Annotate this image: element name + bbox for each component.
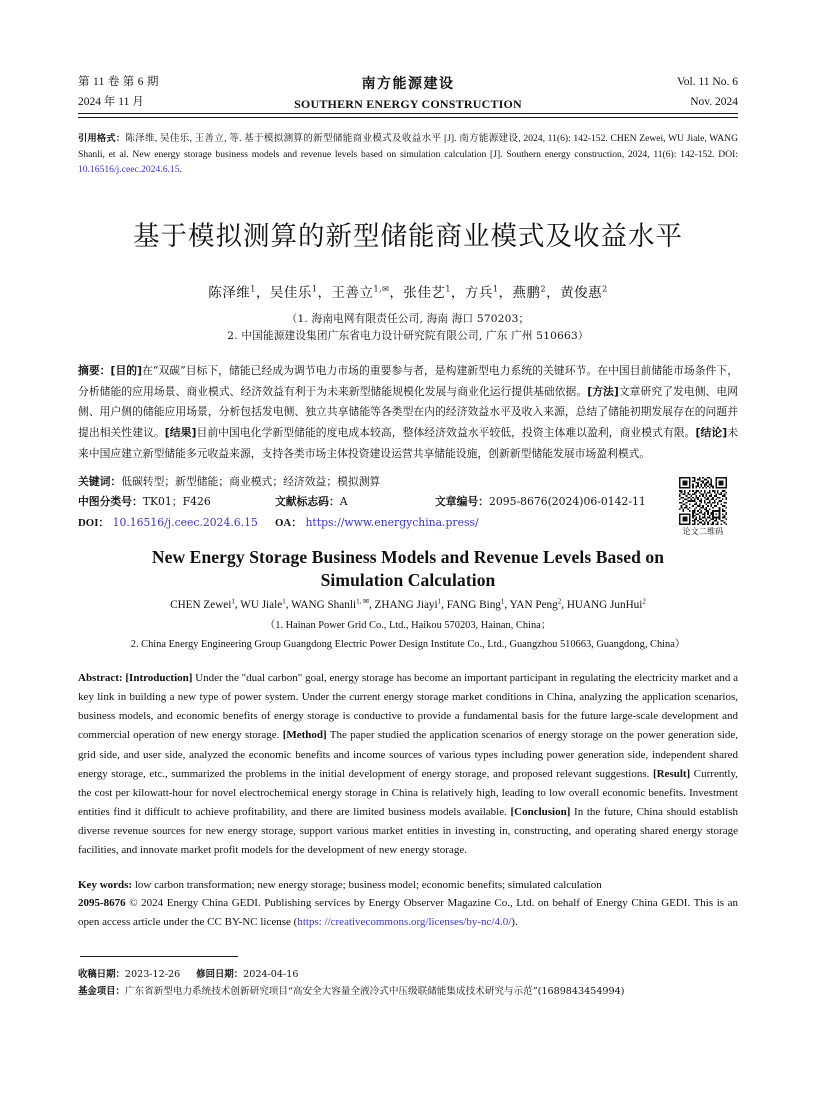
author-affil-marker: 2 — [557, 597, 562, 605]
author-item — [375, 599, 442, 611]
doi-field — [78, 515, 258, 530]
affiliation-zh-1: （1. 海南电网有限责任公司, 海南 海口 570203； — [286, 313, 530, 325]
author-affil-marker: 1 — [250, 284, 256, 294]
page-title-en — [118, 546, 698, 593]
qr-code-caption: 论文二维码 — [682, 527, 724, 536]
author-name: CHEN Zewei — [170, 598, 232, 611]
oa-link[interactable]: https://www.energychina.press/ — [305, 516, 479, 529]
copyright-text: © 2024 Energy China GEDI. Publishing services by Energy Observer Magazine Co., Ltd. on behalf of Energy China GEDI. This is an open access article under the CC BY-NC license ( — [78, 897, 738, 928]
author-item — [560, 285, 608, 301]
doi-link[interactable]: 10.16516/j.ceec.2024.6.15 — [112, 516, 258, 529]
keywords-zh — [78, 472, 678, 493]
article-number-field — [435, 494, 646, 509]
author-list-zh: 陈泽维$^1$，吴佳乐$^1$，王善立$^{1,✉}$，张佳艺$^1$，方兵$^1$，燕鹏$^2$，黄俊惠$^2$ — [208, 284, 608, 301]
author-affil-marker: 1 — [437, 597, 442, 605]
author-list-en: CHEN Zewei$^1$, WU Jiale$^1$, WANG Shanli$^{1, ✉}$, ZHANG Jiayi$^1$, FANG Bing$^1$, YAN Peng$^2$, HUANG JunHui$^2$ — [170, 597, 646, 611]
author-affil-marker: 1 — [231, 597, 235, 605]
journal-title-zh: 南方能源建设 — [361, 76, 455, 92]
abstract-text-method: 文章研究了发电侧、电网侧、用户侧的储能应用场景，分析包括发电侧、独立共享储能等各类型在内的经济效益水平及收入来源，总结了储能初期发展存在的问题并提出相关性建议。 — [78, 384, 738, 440]
funding-value: 广东省新型电力系统技术创新研究项目“高安全大容量全液冷式中压级联储能集成技术研究与示范”(1689843454994) — [124, 986, 625, 997]
author-item — [403, 285, 451, 301]
citation-doi-link[interactable]: 10.16516/j.ceec.2024.6.15 — [78, 164, 180, 176]
author-affil-marker: 2 — [642, 597, 646, 605]
keywords-value-zh: 低碳转型；新型储能；商业模式；经济效益；模拟测算 — [121, 475, 381, 488]
abstract-text-purpose: 在“双碳”目标下，储能已经成为调节电力市场的重要参与者，是构建新型电力系统的关键环节。在中国目前储能市场条件下，分析储能的应用场景、商业模式、经济效益有利于为未来新型储能规模化发展与商业化运行提供基础依据。 — [78, 364, 738, 398]
keywords-en — [78, 876, 738, 895]
abstract-tag-method-en: [Method] — [282, 729, 327, 742]
author-name: 陈泽维 — [208, 285, 251, 301]
author-item — [447, 599, 505, 611]
abstract-text-result: 目前中国电化学新型储能的度电成本较高，整体经济效益水平较低，投资主体难以盈利，商业模式有限。 — [196, 426, 696, 440]
author-affil-marker: 1 — [282, 597, 286, 605]
author-affil-marker: 1 — [500, 597, 505, 605]
abstract-text-introduction: Under the "dual carbon" goal, energy storage has become an important participant in regulating the electricity market and a key link in building a new type of power system. Under the current energy storage market conditions in China, analyzing the application scenarios, business models, and economic benefits of energy storage is conductive to provide a fundamental basis for the future large-scale development and commercial operation of new energy storage. — [78, 672, 738, 742]
qr-code-icon — [679, 477, 727, 525]
affiliation-en-2: 2. China Energy Engineering Group Guangdong Electric Power Design Institute Co., Ltd., Guangzhou 510663, Guangdong, China） — [130, 639, 686, 650]
affiliation-en-1: （1. Hainan Power Grid Co., Ltd., Haikou 570203, Hainan, China； — [264, 620, 552, 631]
author-name: 王善立 — [331, 285, 374, 301]
page-title-zh: 基于模拟测算的新型储能商业模式及收益水平 — [133, 221, 683, 252]
running-head-right — [677, 74, 738, 110]
header-double-rule — [78, 113, 738, 118]
received-date-value: 2023-12-26 — [124, 969, 181, 980]
author-item — [270, 285, 318, 301]
author-name: 张佳艺 — [403, 285, 446, 301]
affiliation-zh-2: 2. 中国能源建设集团广东省电力设计研究院有限公司, 广东 广州 510663） — [227, 330, 589, 342]
page-title-en-line2: Simulation Calculation — [320, 570, 496, 591]
issue-date-en: Nov. 2024 — [690, 95, 738, 108]
clc-field — [78, 494, 211, 509]
abstract-text-conclusion-en: In the future, China should establish diverse revenue sources for new energy storage, support various market entities in investing in, constructing, and operating shared energy storage facilities, and innovate market profit models for the development of new energy storage. — [78, 805, 738, 857]
article-number-label: 文章编号： — [435, 495, 489, 508]
author-affil-marker: 1 — [492, 284, 499, 294]
abstract-label-zh: 摘要： — [78, 364, 111, 377]
oa-label: OA： — [275, 517, 302, 529]
page-title-en-line1: New Energy Storage Business Models and Revenue Levels Based on — [151, 547, 665, 567]
article-number-value: 2095-8676(2024)06-0142-11 — [488, 495, 646, 508]
author-affil-marker: 1 — [311, 284, 318, 294]
running-head-center — [78, 74, 738, 114]
abstract-tag-conclusion-en: [Conclusion] — [510, 805, 571, 818]
journal-title-en: SOUTHERN ENERGY CONSTRUCTION — [294, 97, 522, 112]
abstract-zh — [78, 361, 738, 465]
abstract-text-result-en: Currently, the cost per kilowatt-hour for novel electrochemical energy storage in China is relatively high, leading to low overall economic benefits. Investment entities find it difficult to achieve profitability, and there are limited business models available. — [78, 767, 738, 818]
author-item — [208, 285, 256, 301]
author-item — [465, 285, 499, 301]
license-link[interactable]: https: //creativecommons.org/licenses/by-nc/4.0/ — [297, 915, 512, 928]
clc-value: TK01；F426 — [142, 495, 211, 508]
running-head — [78, 74, 738, 114]
citation-block — [78, 131, 738, 178]
author-affil-marker: 2 — [602, 284, 608, 294]
author-name: FANG Bing — [446, 598, 501, 611]
funding-label: 基金项目： — [78, 986, 125, 997]
footnote-funding — [78, 984, 738, 999]
author-item — [331, 285, 389, 301]
abstract-tag-purpose: [目的] — [110, 364, 143, 377]
copyright-text-tail: ). — [511, 915, 518, 928]
author-name: 吴佳乐 — [269, 285, 312, 301]
author-name: 方兵 — [464, 285, 493, 301]
citation-text-tail: . — [179, 164, 182, 176]
clc-label: 中图分类号： — [78, 495, 143, 508]
author-name: WANG Shanli — [291, 598, 357, 611]
volume-issue: 第 11 卷 第 6 期 — [78, 76, 159, 88]
author-name: 燕鹏 — [512, 285, 541, 301]
issue-date-zh: 2024 年 11 月 — [78, 95, 144, 108]
issn-value: 2095-8676 — [78, 897, 126, 909]
abstract-tag-result-en: [Result] — [652, 767, 691, 780]
author-item — [567, 599, 646, 611]
author-item — [513, 285, 547, 301]
abstract-tag-conclusion: [结论] — [695, 426, 728, 440]
citation-text: 陈泽维, 吴佳乐, 王善立, 等. 基于模拟测算的新型储能商业模式及收益水平 [J]. 南方能源建设, 2024, 11(6): 142-152. CHEN Zewei, WU Jiale, WANG Shanli, et al. New energy storage business models and revenue levels based on simulation calculation [J]. Southern energy construction, 2024, 11(6): 142-152. DOI: — [78, 133, 738, 160]
copyright-block — [78, 894, 738, 932]
author-item — [240, 599, 285, 611]
revised-date-label: 修回日期： — [196, 969, 244, 980]
author-name: HUANG JunHui — [566, 598, 643, 611]
author-name: YAN Peng — [509, 598, 558, 611]
abstract-tag-result: [结果] — [164, 426, 197, 440]
author-name: ZHANG Jiayi — [374, 598, 438, 611]
document-code-label: 文献标志码： — [275, 495, 340, 508]
author-affil-marker: 1 — [445, 284, 451, 294]
oa-field — [275, 515, 479, 530]
volume-issue-en: Vol. 11 No. 6 — [676, 76, 738, 88]
paper-qr-code[interactable] — [672, 477, 734, 537]
footnote-dates — [78, 967, 738, 982]
abstract-en — [78, 669, 738, 860]
keywords-label-en: Key words: — [78, 879, 133, 891]
author-item — [170, 599, 235, 611]
author-name: 黄俊惠 — [560, 285, 603, 301]
author-item — [291, 599, 369, 611]
author-affil-marker: 2 — [540, 284, 547, 294]
abstract-text-conclusion: 未来中国应建立新型储能多元收益来源，支持各类市场主体投资建设运营共享储能设施，创新新型储能发展市场盈利模式。 — [78, 426, 739, 460]
author-affil-marker: 1, ✉ — [356, 597, 369, 605]
revised-date-value: 2024-04-16 — [243, 969, 299, 980]
keywords-value-en: low carbon transformation; new energy storage; business model; economic benefits; simulated calculation — [132, 879, 602, 891]
received-date-label: 收稿日期： — [78, 969, 125, 980]
author-name: WU Jiale — [240, 598, 283, 611]
abstract-tag-introduction: [Introduction] — [125, 672, 193, 684]
keywords-label-zh: 关键词： — [78, 475, 122, 488]
abstract-label-en: Abstract: — [78, 672, 123, 684]
footnote-rule — [80, 956, 238, 957]
document-code-field — [275, 494, 348, 509]
author-affil-marker: 1,✉ — [373, 284, 390, 294]
document-code-value: A — [339, 495, 348, 508]
author-item — [510, 599, 562, 611]
abstract-tag-method: [方法] — [587, 384, 619, 398]
citation-label: 引用格式： — [78, 133, 126, 144]
doi-label: DOI： — [78, 517, 110, 529]
abstract-text-method-en: The paper studied the application scenarios of energy storage on the power generation side, grid side, and user side, analyzed the economic benefits and income sources of various types including power generation side, independent shared energy storage, etc., summarized the problems in the initial development of energy storage, and proposed relevant suggestions. — [78, 729, 738, 780]
